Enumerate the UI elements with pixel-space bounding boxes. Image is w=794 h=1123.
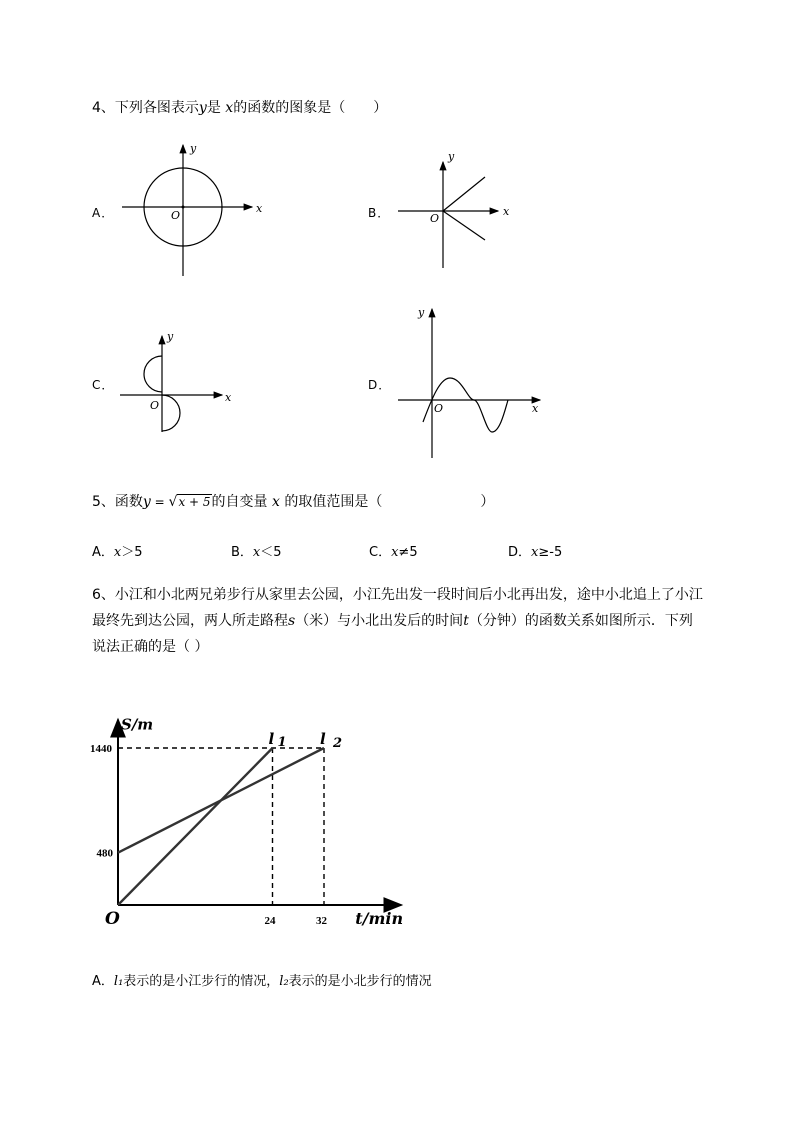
q5-choice-d-rel: ≥-5 (538, 545, 563, 560)
series-line-l1 (118, 748, 273, 905)
q6-line-2-a: 最终先到达公园，两人所走路程 (92, 613, 288, 629)
q6-line-1: 6、小江和小北两兄弟步行从家里去公园，小江先出发一段时间后小北再出发，途中小北追上了小江 (92, 587, 703, 603)
q5-choice-c-var: x (391, 545, 399, 560)
series-label-l1-sub: 1 (277, 735, 287, 750)
q4-var-x: x (225, 100, 234, 116)
q6-line-3: 说法正确的是（ ） (92, 639, 209, 655)
q6-var-t: t (463, 613, 469, 629)
q4-var-y: y (198, 100, 207, 116)
q5-var-x: x (272, 494, 280, 510)
y-tick-label-1440: 1440 (90, 743, 112, 755)
q5-choice-d-label: D． (508, 545, 532, 560)
series-line-l2 (118, 748, 324, 853)
q5-stem-mid: 的自变量 (211, 494, 268, 510)
graph-a-y-label: y (190, 142, 197, 155)
q5-formula-radicand: x + 5 (178, 495, 211, 509)
graph-c-origin-label: O (150, 399, 160, 412)
q5-choice-a-rel: ＞5 (121, 545, 143, 560)
q5-formula-eq: = (150, 495, 169, 509)
chart-x-axis-label: t/min (355, 909, 404, 928)
q6-option-a-l2: l₂ (279, 974, 289, 989)
q6-option-a (92, 972, 432, 992)
q4-stem-prefix: 4、下列各图表示 (92, 100, 199, 116)
q5-choice-d-var: x (531, 545, 539, 560)
chart-y-axis-label: S/m (121, 715, 154, 734)
q5-stem-prefix: 5、函数 (92, 494, 143, 510)
graph-d-origin-label: O (434, 402, 444, 415)
q4-stem-suffix: 的函数的图象是（ ） (233, 100, 388, 116)
x-tick-label-32: 32 (316, 915, 327, 927)
q4-option-a-label: A． (92, 206, 115, 220)
q4-option-c-label: C． (92, 378, 115, 392)
q5-sqrt: √ (168, 494, 178, 510)
q6-line-2-b: （米）与小北出发后的时间 (295, 613, 464, 629)
q4-option-b-label: B． (368, 206, 391, 220)
graph-d-x-label: x (532, 402, 539, 415)
q4-stem-mid: 是 (206, 100, 221, 116)
chart-origin-label: O (105, 909, 120, 929)
y-tick-label-480: 480 (96, 847, 113, 860)
q5-formula-lhs: y (142, 494, 151, 510)
series-label-l2-sub: 2 (333, 736, 343, 751)
q5-choice-c-label: C． (369, 545, 392, 560)
graph-b-origin-label: O (430, 212, 440, 225)
series-label-l2-main: l (320, 730, 326, 748)
q5-choice-b-label: B． (231, 545, 253, 560)
q5-choice-a-var: x (113, 545, 122, 560)
q5-choice-c-rel: ≠5 (398, 545, 418, 560)
q5-choice-a-label: A． (92, 545, 114, 560)
x-tick-label-24: 24 (264, 915, 276, 927)
q6-option-a-l1: l₁ (113, 974, 124, 989)
q5-stem-suffix: 的取值范围是（ ） (284, 494, 495, 510)
q6-var-s: s (288, 613, 296, 629)
q4-option-d-label: D． (368, 378, 392, 392)
q5-choice-b-var: x (252, 545, 261, 560)
graph-a-origin-label: O (171, 209, 181, 222)
graph-d-y-label: y (418, 306, 425, 319)
graph-a-x-label: x (256, 202, 263, 215)
graph-b-y-label: y (448, 150, 455, 163)
graph-b-x-label: x (503, 205, 510, 218)
q6-line-2-c: （分钟）的函数关系如图所示．下列 (468, 613, 693, 629)
graph-c-x-label: x (225, 391, 232, 404)
q6-option-a-suffix: 表示的是小北步行的情况 (288, 974, 432, 989)
graph-c-y-label: y (167, 330, 174, 343)
q6-option-a-prefix: A． (92, 974, 114, 989)
series-label-l1-main: l (268, 730, 275, 748)
q6-option-a-mid: 表示的是小江步行的情况， (123, 974, 280, 989)
q5-choice-b-rel: ＜5 (260, 545, 282, 560)
